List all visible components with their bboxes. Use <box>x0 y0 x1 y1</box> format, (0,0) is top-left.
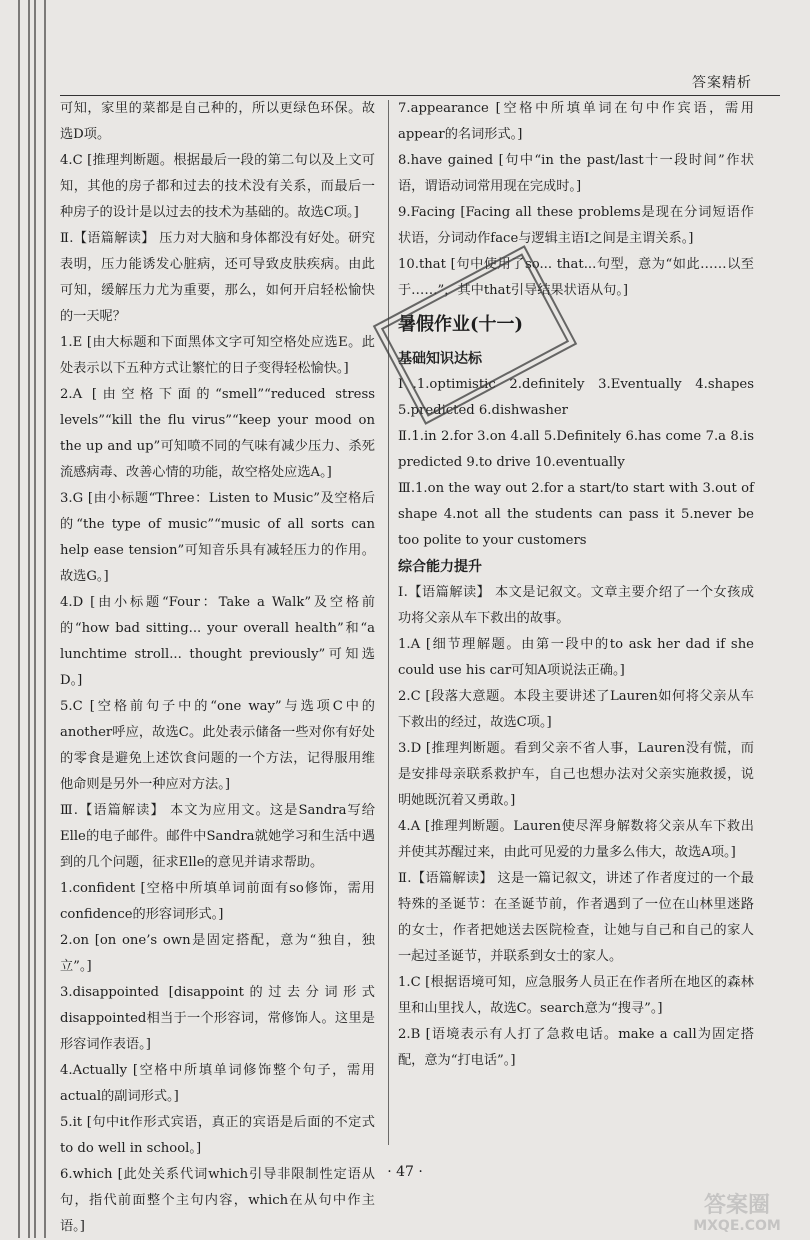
answer-paragraph: 4.C [推理判断题。根据最后一段的第二句以及上文可知，其他的房子都和过去的技术没有关系，而最后一种房子的设计是以过去的技术为基础的。故选C项。] <box>60 153 375 220</box>
answer-paragraph: 4.Actually [空格中所填单词修饰整个句子，需用actual的副词形式。] <box>60 1063 375 1104</box>
answer-paragraph: 4.A [推理判断题。Lauren使尽浑身解数将父亲从车下救出并使其苏醒过来，由此可见爱的力量多么伟大，故选A项。] <box>398 819 754 860</box>
passage-summary: Ⅱ.【语篇解读】 压力对大脑和身体都没有好处。研究表明，压力能诱发心脏病，还可导致皮肤疾病。由此可知，缓解压力尤为重要，那么，如何开启轻松愉快的一天呢？ <box>60 231 375 324</box>
answer-paragraph: 6.which [此处关系代词which引导非限制性定语从句，指代前面整个主句内容，which在从句中作主语。] <box>60 1167 375 1234</box>
page-number: · 47 · <box>387 1164 423 1180</box>
passage-summary: Ⅰ.【语篇解读】 本文是记叙文。文章主要介绍了一个女孩成功将父亲从车下救出的故事。 <box>398 585 754 626</box>
answer-paragraph: Ⅰ.1.optimistic 2.definitely 3.Eventually 4.shapes 5.predicted 6.dishwasher <box>398 377 754 418</box>
answer-paragraph: 2.B [语境表示有人打了急救电话。make a call为固定搭配，意为“打电话”。] <box>398 1027 754 1068</box>
answer-paragraph: Ⅱ.1.in 2.for 3.on 4.all 5.Definitely 6.has come 7.a 8.is predicted 9.to drive 10.eventually <box>398 429 754 470</box>
passage-summary: Ⅲ.【语篇解读】 本文为应用文。这是Sandra写给Elle的电子邮件。邮件中Sandra就她学习和生活中遇到的几个问题，征求Elle的意见并请求帮助。 <box>60 803 375 870</box>
answer-paragraph: 10.that [句中使用了so... that...句型，意为“如此……以至于……”，其中that引导结果状语从句。] <box>398 257 754 298</box>
answer-paragraph: 5.it [句中it作形式宾语，真正的宾语是后面的不定式to do well in school。] <box>60 1115 375 1156</box>
answer-paragraph: 1.E [由大标题和下面黑体文字可知空格处应选E。此处表示以下五种方式让繁忙的日子变得轻松愉快。] <box>60 335 375 376</box>
answer-paragraph: 9.Facing [Facing all these problems是现在分词短语作状语，分词动作face与逻辑主语I之间是主谓关系。] <box>398 205 754 246</box>
left-column <box>60 96 375 1240</box>
assignment-title: 暑假作业(十一) <box>398 314 524 335</box>
answer-paragraph: 3.G [由小标题“Three：Listen to Music”及空格后的“the type of music”“music of all sorts can help ease tension”可知音乐具有减轻压力的作用。故选G。] <box>60 491 375 584</box>
answer-paragraph: 7.appearance [空格中所填单词在句中作宾语，需用appear的名词形式。] <box>398 101 754 142</box>
binding-margin-lines <box>0 0 60 1238</box>
section-header: 答案精析 <box>692 75 752 91</box>
answer-paragraph: 可知，家里的菜都是自己种的，所以更绿色环保。故选D项。 <box>60 101 375 142</box>
answer-paragraph: 2.on [on one’s own是固定搭配，意为“独自，独立”。] <box>60 933 375 974</box>
passage-summary: Ⅱ.【语篇解读】 这是一篇记叙文，讲述了作者度过的一个最特殊的圣诞节：在圣诞节前，作者遇到了一位在山林里迷路的女士，作者把她送去医院检查，让她与自己和自己的家人一起过圣诞节，并联系到女士的家人。 <box>398 871 754 964</box>
answer-paragraph: 4.D [由小标题“Four：Take a Walk”及空格前的“how bad sitting... your overall health”和“a lunchtime stroll... thought previously”可知选D。] <box>60 595 375 688</box>
answer-paragraph: 5.C [空格前句子中的“one way”与选项C中的another呼应，故选C。此处表示储备一些对你有好处的零食是避免上述饮食问题的一个方法，记得服用维他命则是另外一种应对方法。] <box>60 699 375 792</box>
answer-paragraph: 3.D [推理判断题。看到父亲不省人事，Lauren没有慌，而是安排母亲联系救护车，自己也想办法对父亲实施救援，说明她既沉着又勇敢。] <box>398 741 754 808</box>
answer-paragraph: 2.C [段落大意题。本段主要讲述了Lauren如何将父亲从车下救出的经过，故选C项。] <box>398 689 754 730</box>
answer-paragraph: 1.A [细节理解题。由第一段中的to ask her dad if she could use his car可知A项说法正确。] <box>398 637 754 678</box>
answer-paragraph: 3.disappointed [disappoint的过去分词形式disappointed相当于一个形容词，常修饰人。这里是形容词作表语。] <box>60 985 375 1052</box>
svg-text:MXQE.COM: MXQE.COM <box>693 1218 781 1234</box>
basic-knowledge-heading: 基础知识达标 <box>398 351 482 367</box>
stamp-watermark <box>360 240 590 430</box>
answer-paragraph: 1.C [根据语境可知，应急服务人员正在作者所在地区的森林里和山里找人，故选C。search意为“搜寻”。] <box>398 975 754 1016</box>
ability-heading: 综合能力提升 <box>398 559 482 575</box>
site-watermark-logo <box>672 1190 802 1234</box>
answer-paragraph: 2.A [由空格下面的“smell”“reduced stress levels”“kill the flu virus”“keep your mood on the up and up”可知喷不同的气味有减少压力、杀死流感病毒、改善心情的功能，故空格处应选A。] <box>60 387 375 480</box>
answer-paragraph: 1.confident [空格中所填单词前面有so修饰，需用confidence的形容词形式。] <box>60 881 375 922</box>
answer-paragraph: 8.have gained [句中“in the past/last十一段时间”作状语，谓语动词常用现在完成时。] <box>398 153 754 194</box>
answer-paragraph: Ⅲ.1.on the way out 2.for a start/to start with 3.out of shape 4.not all the students can pass it 5.never be too polite to your customers <box>398 481 754 548</box>
svg-text:答案圈: 答案圈 <box>703 1193 771 1218</box>
